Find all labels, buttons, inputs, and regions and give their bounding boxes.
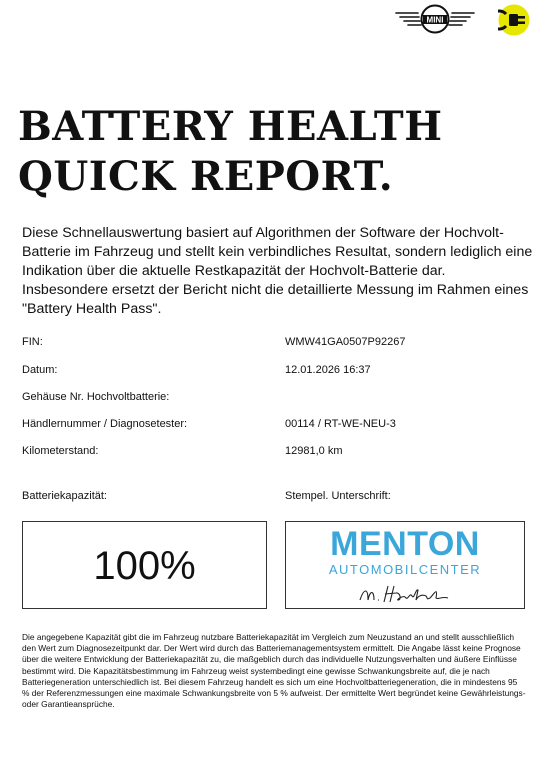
- fin-label: FIN:: [22, 336, 43, 348]
- mini-wings-logo: [394, 4, 476, 36]
- title-line-2: QUICK REPORT.: [18, 153, 394, 200]
- mileage-label: Kilometerstand:: [22, 445, 99, 457]
- stamp-label: Stempel. Unterschrift:: [285, 490, 391, 502]
- dealer-tester-value: 00114 / RT-WE-NEU-3: [285, 418, 396, 430]
- fin-value: WMW41GA0507P92267: [285, 336, 406, 348]
- stamp-name: MENTON: [330, 525, 480, 563]
- battery-housing-label: Gehäuse Nr. Hochvoltbatterie:: [22, 391, 170, 403]
- dealer-stamp: [285, 521, 525, 609]
- handwritten-signature: [356, 582, 456, 606]
- title-line-1: BATTERY HEALTH: [18, 103, 443, 150]
- intro-paragraph: Diese Schnellauswertung basiert auf Algorithmen der Software der Hochvolt-Batterie im Fahrzeug und stellt kein verbindliches Resultat, sondern lediglich eine Indikation über die aktuelle Restkapazität der Hochvolt-Batterie dar. Insbesondere ersetzt der Bericht nicht die detaillierte Messung im Rahmen eines "Battery Health Pass".: [22, 225, 533, 317]
- capacity-box: [22, 521, 267, 609]
- svg-text:MINI: MINI: [426, 15, 444, 25]
- capacity-label: Batteriekapazität:: [22, 490, 107, 502]
- stamp-subtitle: AUTOMOBILCENTER: [328, 562, 482, 577]
- date-value: 12.01.2026 16:37: [285, 364, 371, 376]
- disclaimer-text: Die angegebene Kapazität gibt die im Fahrzeug nutzbare Batteriekapazität im Vergleich zum Neuzustand an und stellt ausschließlich den Wert zum Diagnosezeitpunkt dar. Der Wert wird durch das Batteriemanagementsystem ermittelt. Die Angabe lässt keine Prognose über die weitere Entwicklung der Batteriekapazität zu, die maßgeblich durch das individuelle Nutzungsverhalten und äußere Einflüsse bestimmt wird. Die Kapazitätsbestimmung im Fahrzeug weist systembedingt eine gewisse Schwankungsbreite auf, die je nach Batteriegeneration unterschiedlich ist. Bei diesem Fahrzeug handelt es sich um eine Hochvoltbatteriegeneration, die in mindestens 95 % der Referenzmessungen eine maximale Schwankungsbreite von 5 % aufweist. Der ermittelte Wert begründet keine Gewährleistungs- oder Garantieansprüche.: [22, 632, 526, 710]
- page-title: [18, 102, 442, 202]
- ev-plug-icon: [498, 4, 530, 36]
- date-label: Datum:: [22, 364, 58, 376]
- capacity-value: 100%: [93, 544, 196, 588]
- mileage-value: 12981,0 km: [285, 445, 343, 457]
- dealer-tester-label: Händlernummer / Diagnosetester:: [22, 418, 188, 430]
